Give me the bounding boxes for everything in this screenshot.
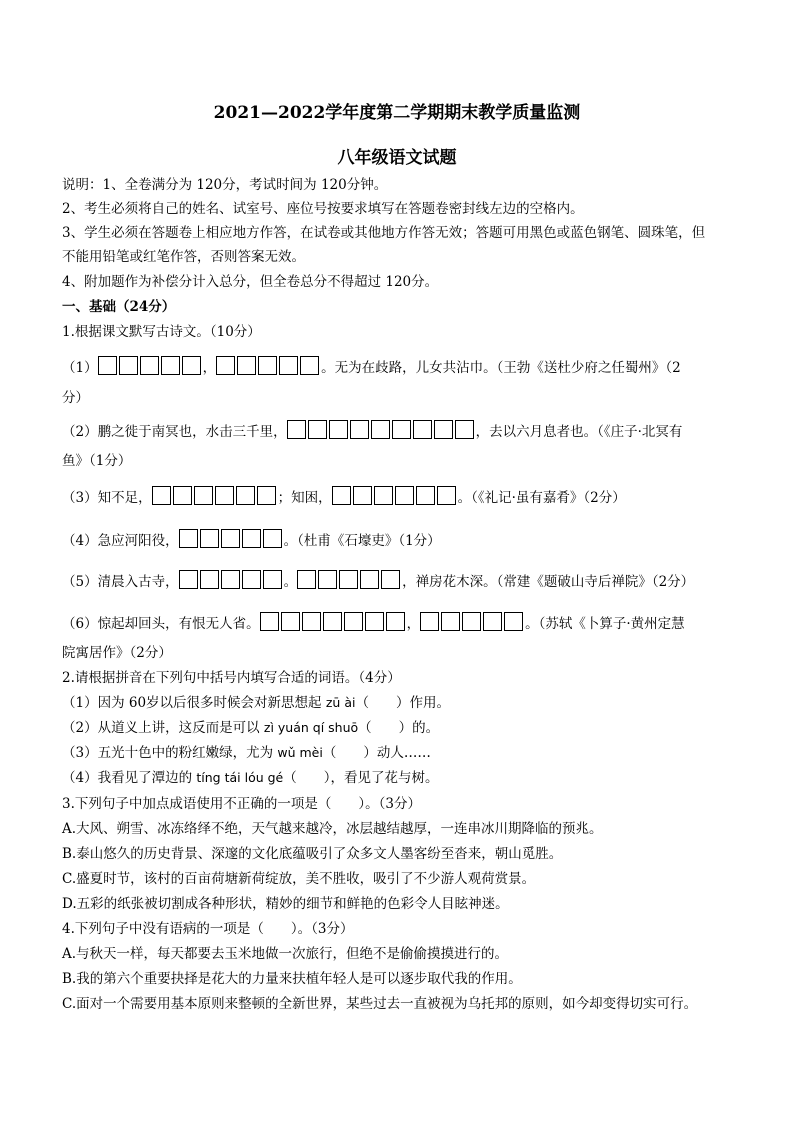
q2-item-1-pre: （1）因为 60岁以后很多时候会对新思想起 bbox=[62, 695, 326, 711]
pinyin-zuai: zū ài bbox=[325, 695, 356, 710]
question-1-stem: 1.根据课文默写古诗文。（10分） bbox=[62, 324, 261, 340]
question-4-stem: 4.下列句子中没有语病的一项是（ ）。（3分） bbox=[62, 921, 354, 937]
question-3-stem: 3.下列句子中加点成语使用不正确的一项是（ ）。（3分） bbox=[62, 796, 421, 812]
q3-option-b: B.泰山悠久的历史背景、深邃的文化底蕴吸引了众多文人墨客纷至沓来，朝山觅胜。 bbox=[62, 846, 563, 862]
q1-item-6 bbox=[62, 612, 734, 634]
instruction-1: 说明：1、全卷满分为 120分，考试时间为 120分钟。 bbox=[62, 177, 388, 193]
q1-item-1-sep: ， bbox=[202, 360, 217, 376]
blank-group[interactable] bbox=[98, 360, 203, 376]
q4-option-c: C.面对一个需要用基本原则来整顿的全新世界，某些过去一直被视为乌托邦的原则，如今却变得切实可行。 bbox=[62, 996, 698, 1012]
answer-blank[interactable]: （ ）作用。 bbox=[355, 695, 450, 711]
blank-group[interactable] bbox=[152, 490, 278, 506]
q1-item-6-rest: 。（苏轼《卜算子·黄州定慧 bbox=[525, 616, 685, 632]
blank-group[interactable] bbox=[179, 574, 284, 590]
answer-blank[interactable]: （ ），看见了花与树。 bbox=[283, 770, 439, 786]
q1-item-5-mid: 。 bbox=[283, 574, 298, 590]
q3-option-d: D.五彩的纸张被切割成各种形状，精妙的细节和鲜艳的色彩令人目眩神迷。 bbox=[62, 896, 509, 912]
q2-item-4-pre: （4）我看见了潭边的 bbox=[62, 770, 197, 786]
q2-item-3 bbox=[62, 743, 734, 763]
instruction-2: 2、考生必须将自己的姓名、试室号、座位号按要求填写在答题卷密封线左边的空格内。 bbox=[62, 201, 584, 217]
blank-group[interactable] bbox=[179, 533, 284, 549]
pinyin-wumei: wǔ mèi bbox=[277, 745, 323, 760]
q2-item-2 bbox=[62, 718, 734, 738]
q1-item-1-cont: 分） bbox=[62, 390, 89, 406]
q4-option-b: B.我的第六个重要抉择是花大的力量来扶植年轻人是可以逐步取代我的作用。 bbox=[62, 971, 522, 987]
q1-item-1 bbox=[62, 356, 734, 378]
q1-item-3-pre: （3）知不足， bbox=[62, 490, 152, 506]
q1-item-1-num: （1） bbox=[62, 360, 98, 376]
q2-item-4 bbox=[62, 768, 734, 788]
section-heading: 一、基础（24分） bbox=[62, 299, 176, 315]
q1-item-3-mid: ；知困， bbox=[277, 490, 332, 506]
q3-option-a: A.大风、朔雪、冰冻络绎不绝，天气越来越冷，冰层越结越厚，一连串冰川期降临的预兆。 bbox=[62, 821, 603, 837]
q1-item-5-pre: （5）清晨入古寺， bbox=[62, 574, 179, 590]
q2-item-1 bbox=[62, 693, 734, 713]
blank-group[interactable] bbox=[260, 616, 407, 632]
blank-group[interactable] bbox=[332, 490, 458, 506]
q1-item-2-rest: ，去以六月息者也。（《庄子·北冥有 bbox=[475, 424, 683, 440]
instruction-3a: 3、学生必须在答题卷上相应地方作答，在试卷或其他地方作答无效；答题可用黑色或蓝色钢笔、圆珠笔，但 bbox=[62, 225, 706, 241]
q1-item-3-rest: 。（《礼记·虽有嘉肴》（2分） bbox=[457, 490, 626, 506]
q1-item-1-rest: 。无为在歧路，儿女共沾巾。（王勃《送杜少府之任蜀州》（2 bbox=[321, 360, 681, 376]
q1-item-4 bbox=[62, 529, 734, 551]
q1-item-6-pre: （6）惊起却回头，有恨无人省。 bbox=[62, 616, 260, 632]
q1-item-5-rest: ，禅房花木深。（常建《题破山寺后禅院》（2分） bbox=[402, 574, 695, 590]
exam-title: 2021—2022学年度第二学期期末教学质量监测 bbox=[213, 103, 581, 123]
q1-item-6-cont: 院寓居作》（2分） bbox=[62, 645, 172, 661]
exam-subtitle: 八年级语文试题 bbox=[337, 148, 457, 168]
pinyin-ziyuanqishuo: zì yuán qí shuō bbox=[263, 720, 359, 735]
q1-item-2 bbox=[62, 420, 734, 442]
blank-group[interactable] bbox=[297, 574, 402, 590]
blank-group[interactable] bbox=[420, 616, 525, 632]
q1-item-2-pre: （2）鹏之徙于南冥也，水击三千里， bbox=[62, 424, 287, 440]
instruction-3b: 不能用铅笔或红笔作答，否则答案无效。 bbox=[62, 249, 305, 265]
q1-item-4-rest: 。（杜甫《石壕吏》（1分） bbox=[283, 533, 441, 549]
q2-item-3-pre: （3）五光十色中的粉红嫩绿，尤为 bbox=[62, 745, 278, 761]
question-2-stem: 2.请根据拼音在下列句中括号内填写合适的词语。（4分） bbox=[62, 670, 401, 686]
q2-item-2-pre: （2）从道义上讲，这反而是可以 bbox=[62, 720, 264, 736]
q1-item-2-cont: 鱼》（1分） bbox=[62, 453, 132, 469]
q4-option-a: A.与秋天一样，每天都要去玉米地做一次旅行，但绝不是偷偷摸摸进行的。 bbox=[62, 946, 509, 962]
blank-group[interactable] bbox=[216, 360, 321, 376]
instruction-4: 4、附加题作为补偿分计入总分，但全卷总分不得超过 120分。 bbox=[62, 274, 439, 290]
q1-item-4-pre: （4）急应河阳役， bbox=[62, 533, 179, 549]
q1-item-5 bbox=[62, 570, 734, 592]
q3-option-c: C.盛夏时节，该村的百亩荷塘新荷绽放，美不胜收，吸引了不少游人观荷赏景。 bbox=[62, 871, 536, 887]
pinyin-tingtailouge: tíng tái lóu gé bbox=[196, 770, 284, 785]
q1-item-6-mid: ， bbox=[406, 616, 421, 632]
answer-blank[interactable]: （ ）的。 bbox=[358, 720, 440, 736]
q1-item-3 bbox=[62, 486, 734, 508]
answer-blank[interactable]: （ ）动人…… bbox=[322, 745, 431, 761]
blank-group[interactable] bbox=[287, 424, 476, 440]
